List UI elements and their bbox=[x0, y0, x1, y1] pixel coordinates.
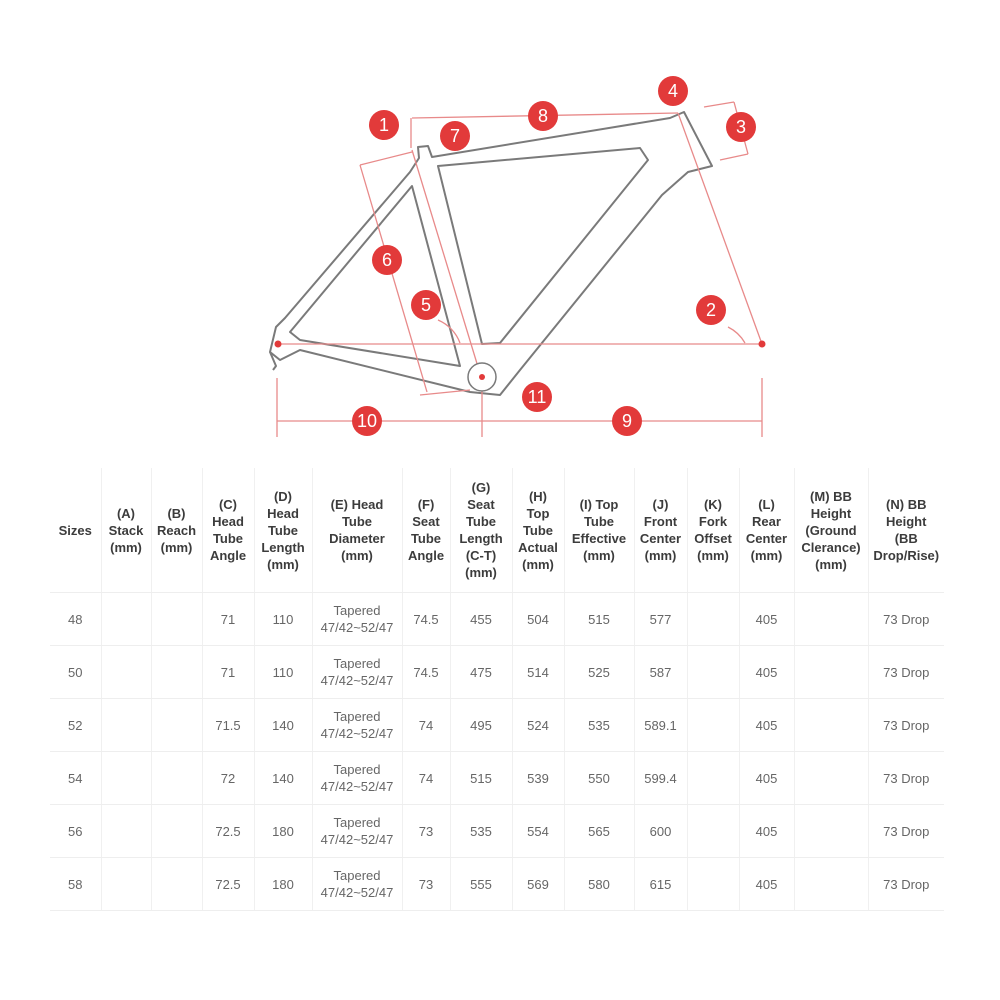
table-cell: 565 bbox=[564, 805, 634, 858]
table-header-row bbox=[50, 468, 944, 593]
measurement-lines bbox=[277, 102, 762, 437]
table-cell: 140 bbox=[254, 752, 312, 805]
table-cell: 495 bbox=[450, 699, 512, 752]
table-row bbox=[50, 858, 944, 911]
table-cell bbox=[151, 858, 202, 911]
column-header: (F) Seat Tube Angle bbox=[402, 468, 450, 593]
table-cell bbox=[687, 699, 739, 752]
table-cell bbox=[794, 805, 868, 858]
table-cell: 514 bbox=[512, 646, 564, 699]
size-cell: 54 bbox=[50, 752, 101, 805]
table-row bbox=[50, 646, 944, 699]
table-cell: 110 bbox=[254, 646, 312, 699]
table-cell: 577 bbox=[634, 593, 687, 646]
table-cell bbox=[151, 805, 202, 858]
table-cell: 73 Drop bbox=[868, 593, 944, 646]
table-cell bbox=[794, 858, 868, 911]
table-cell: 180 bbox=[254, 858, 312, 911]
table-cell: 524 bbox=[512, 699, 564, 752]
table-row bbox=[50, 805, 944, 858]
column-header: (B) Reach (mm) bbox=[151, 468, 202, 593]
table-row bbox=[50, 699, 944, 752]
marker-9 bbox=[612, 406, 642, 436]
bike-frame-outline bbox=[270, 112, 712, 395]
table-cell: 74.5 bbox=[402, 593, 450, 646]
table-header bbox=[50, 468, 944, 593]
marker-6 bbox=[372, 245, 402, 275]
table-cell: 405 bbox=[739, 593, 794, 646]
column-header: (N) BB Height (BB Drop/Rise) bbox=[868, 468, 944, 593]
table-cell: 405 bbox=[739, 858, 794, 911]
svg-text:6: 6 bbox=[381, 250, 393, 270]
table-cell: 405 bbox=[739, 699, 794, 752]
table-cell bbox=[101, 858, 151, 911]
table-cell: 504 bbox=[512, 593, 564, 646]
table-cell: 569 bbox=[512, 858, 564, 911]
table-cell: 74 bbox=[402, 699, 450, 752]
table-cell: 405 bbox=[739, 752, 794, 805]
svg-text:10: 10 bbox=[356, 411, 378, 431]
size-cell: 50 bbox=[50, 646, 101, 699]
svg-text:1: 1 bbox=[378, 115, 390, 135]
table-cell: Tapered 47/42~52/47 bbox=[312, 805, 402, 858]
geometry-table bbox=[50, 468, 944, 911]
frame-geometry-diagram bbox=[0, 0, 1000, 460]
table-cell bbox=[687, 752, 739, 805]
table-cell: 539 bbox=[512, 752, 564, 805]
table-cell: 74.5 bbox=[402, 646, 450, 699]
table-cell: 599.4 bbox=[634, 752, 687, 805]
svg-text:3: 3 bbox=[735, 117, 747, 137]
size-cell: 48 bbox=[50, 593, 101, 646]
marker-7 bbox=[440, 121, 470, 151]
column-header: (K) Fork Offset (mm) bbox=[687, 468, 739, 593]
table-cell bbox=[101, 805, 151, 858]
table-cell bbox=[794, 699, 868, 752]
table-cell: 535 bbox=[450, 805, 512, 858]
table-cell: 550 bbox=[564, 752, 634, 805]
table-cell: 73 Drop bbox=[868, 646, 944, 699]
column-header: (H) Top Tube Actual (mm) bbox=[512, 468, 564, 593]
marker-10 bbox=[352, 406, 382, 436]
column-header: (I) Top Tube Effective (mm) bbox=[564, 468, 634, 593]
table-cell: 71.5 bbox=[202, 699, 254, 752]
size-cell: 56 bbox=[50, 805, 101, 858]
marker-5 bbox=[411, 290, 441, 320]
table-cell: 180 bbox=[254, 805, 312, 858]
table-cell: 405 bbox=[739, 805, 794, 858]
table-cell: 475 bbox=[450, 646, 512, 699]
table-cell: 455 bbox=[450, 593, 512, 646]
svg-text:7: 7 bbox=[449, 126, 461, 146]
table-cell bbox=[794, 593, 868, 646]
table-body bbox=[50, 593, 944, 911]
column-header: (M) BB Height (Ground Clerance) (mm) bbox=[794, 468, 868, 593]
table-cell: 73 bbox=[402, 805, 450, 858]
column-header: (J) Front Center (mm) bbox=[634, 468, 687, 593]
table-cell: 72.5 bbox=[202, 805, 254, 858]
table-cell: 73 bbox=[402, 858, 450, 911]
column-header: (C) Head Tube Angle bbox=[202, 468, 254, 593]
table-cell bbox=[687, 646, 739, 699]
table-cell: Tapered 47/42~52/47 bbox=[312, 646, 402, 699]
column-header: (G) Seat Tube Length (C-T) (mm) bbox=[450, 468, 512, 593]
table-cell: 535 bbox=[564, 699, 634, 752]
table-cell bbox=[151, 752, 202, 805]
table-cell: 140 bbox=[254, 699, 312, 752]
table-cell: 405 bbox=[739, 646, 794, 699]
marker-8 bbox=[528, 101, 558, 131]
table-cell: 110 bbox=[254, 593, 312, 646]
svg-text:11: 11 bbox=[527, 387, 547, 407]
svg-text:2: 2 bbox=[705, 300, 717, 320]
table-cell: 71 bbox=[202, 646, 254, 699]
table-cell: 615 bbox=[634, 858, 687, 911]
table-cell: Tapered 47/42~52/47 bbox=[312, 593, 402, 646]
table-cell: 580 bbox=[564, 858, 634, 911]
marker-3 bbox=[726, 112, 756, 142]
table-cell bbox=[151, 699, 202, 752]
size-cell: 58 bbox=[50, 858, 101, 911]
column-header: Sizes bbox=[50, 468, 101, 593]
marker-4 bbox=[658, 76, 688, 106]
table-cell: 587 bbox=[634, 646, 687, 699]
table-cell bbox=[687, 858, 739, 911]
svg-text:9: 9 bbox=[621, 411, 633, 431]
table-cell bbox=[101, 752, 151, 805]
table-cell: 555 bbox=[450, 858, 512, 911]
table-cell bbox=[794, 646, 868, 699]
table-cell bbox=[101, 699, 151, 752]
column-header: (D) Head Tube Length (mm) bbox=[254, 468, 312, 593]
table-cell bbox=[687, 805, 739, 858]
table-cell: 72.5 bbox=[202, 858, 254, 911]
marker-1 bbox=[369, 110, 399, 140]
table-cell: 554 bbox=[512, 805, 564, 858]
column-header: (A) Stack (mm) bbox=[101, 468, 151, 593]
table-cell bbox=[794, 752, 868, 805]
column-header: (L) Rear Center (mm) bbox=[739, 468, 794, 593]
table-cell bbox=[101, 646, 151, 699]
table-cell: 525 bbox=[564, 646, 634, 699]
svg-text:5: 5 bbox=[420, 295, 432, 315]
table-cell: 72 bbox=[202, 752, 254, 805]
table-cell: Tapered 47/42~52/47 bbox=[312, 858, 402, 911]
size-cell: 52 bbox=[50, 699, 101, 752]
table-cell: 71 bbox=[202, 593, 254, 646]
table-cell: Tapered 47/42~52/47 bbox=[312, 752, 402, 805]
marker-11 bbox=[522, 382, 552, 412]
svg-text:4: 4 bbox=[667, 81, 679, 101]
table-cell: 600 bbox=[634, 805, 687, 858]
column-header: (E) Head Tube Diameter (mm) bbox=[312, 468, 402, 593]
table-cell bbox=[101, 593, 151, 646]
marker-2 bbox=[696, 295, 726, 325]
table-cell: 515 bbox=[564, 593, 634, 646]
table-row bbox=[50, 752, 944, 805]
svg-text:8: 8 bbox=[537, 106, 549, 126]
table-cell: 73 Drop bbox=[868, 699, 944, 752]
table-cell bbox=[151, 646, 202, 699]
table-cell: 74 bbox=[402, 752, 450, 805]
table-cell: Tapered 47/42~52/47 bbox=[312, 699, 402, 752]
table-cell: 515 bbox=[450, 752, 512, 805]
table-cell: 589.1 bbox=[634, 699, 687, 752]
table-cell bbox=[687, 593, 739, 646]
table-row bbox=[50, 593, 944, 646]
table-cell: 73 Drop bbox=[868, 805, 944, 858]
table-cell bbox=[151, 593, 202, 646]
table-cell: 73 Drop bbox=[868, 752, 944, 805]
table-cell: 73 Drop bbox=[868, 858, 944, 911]
